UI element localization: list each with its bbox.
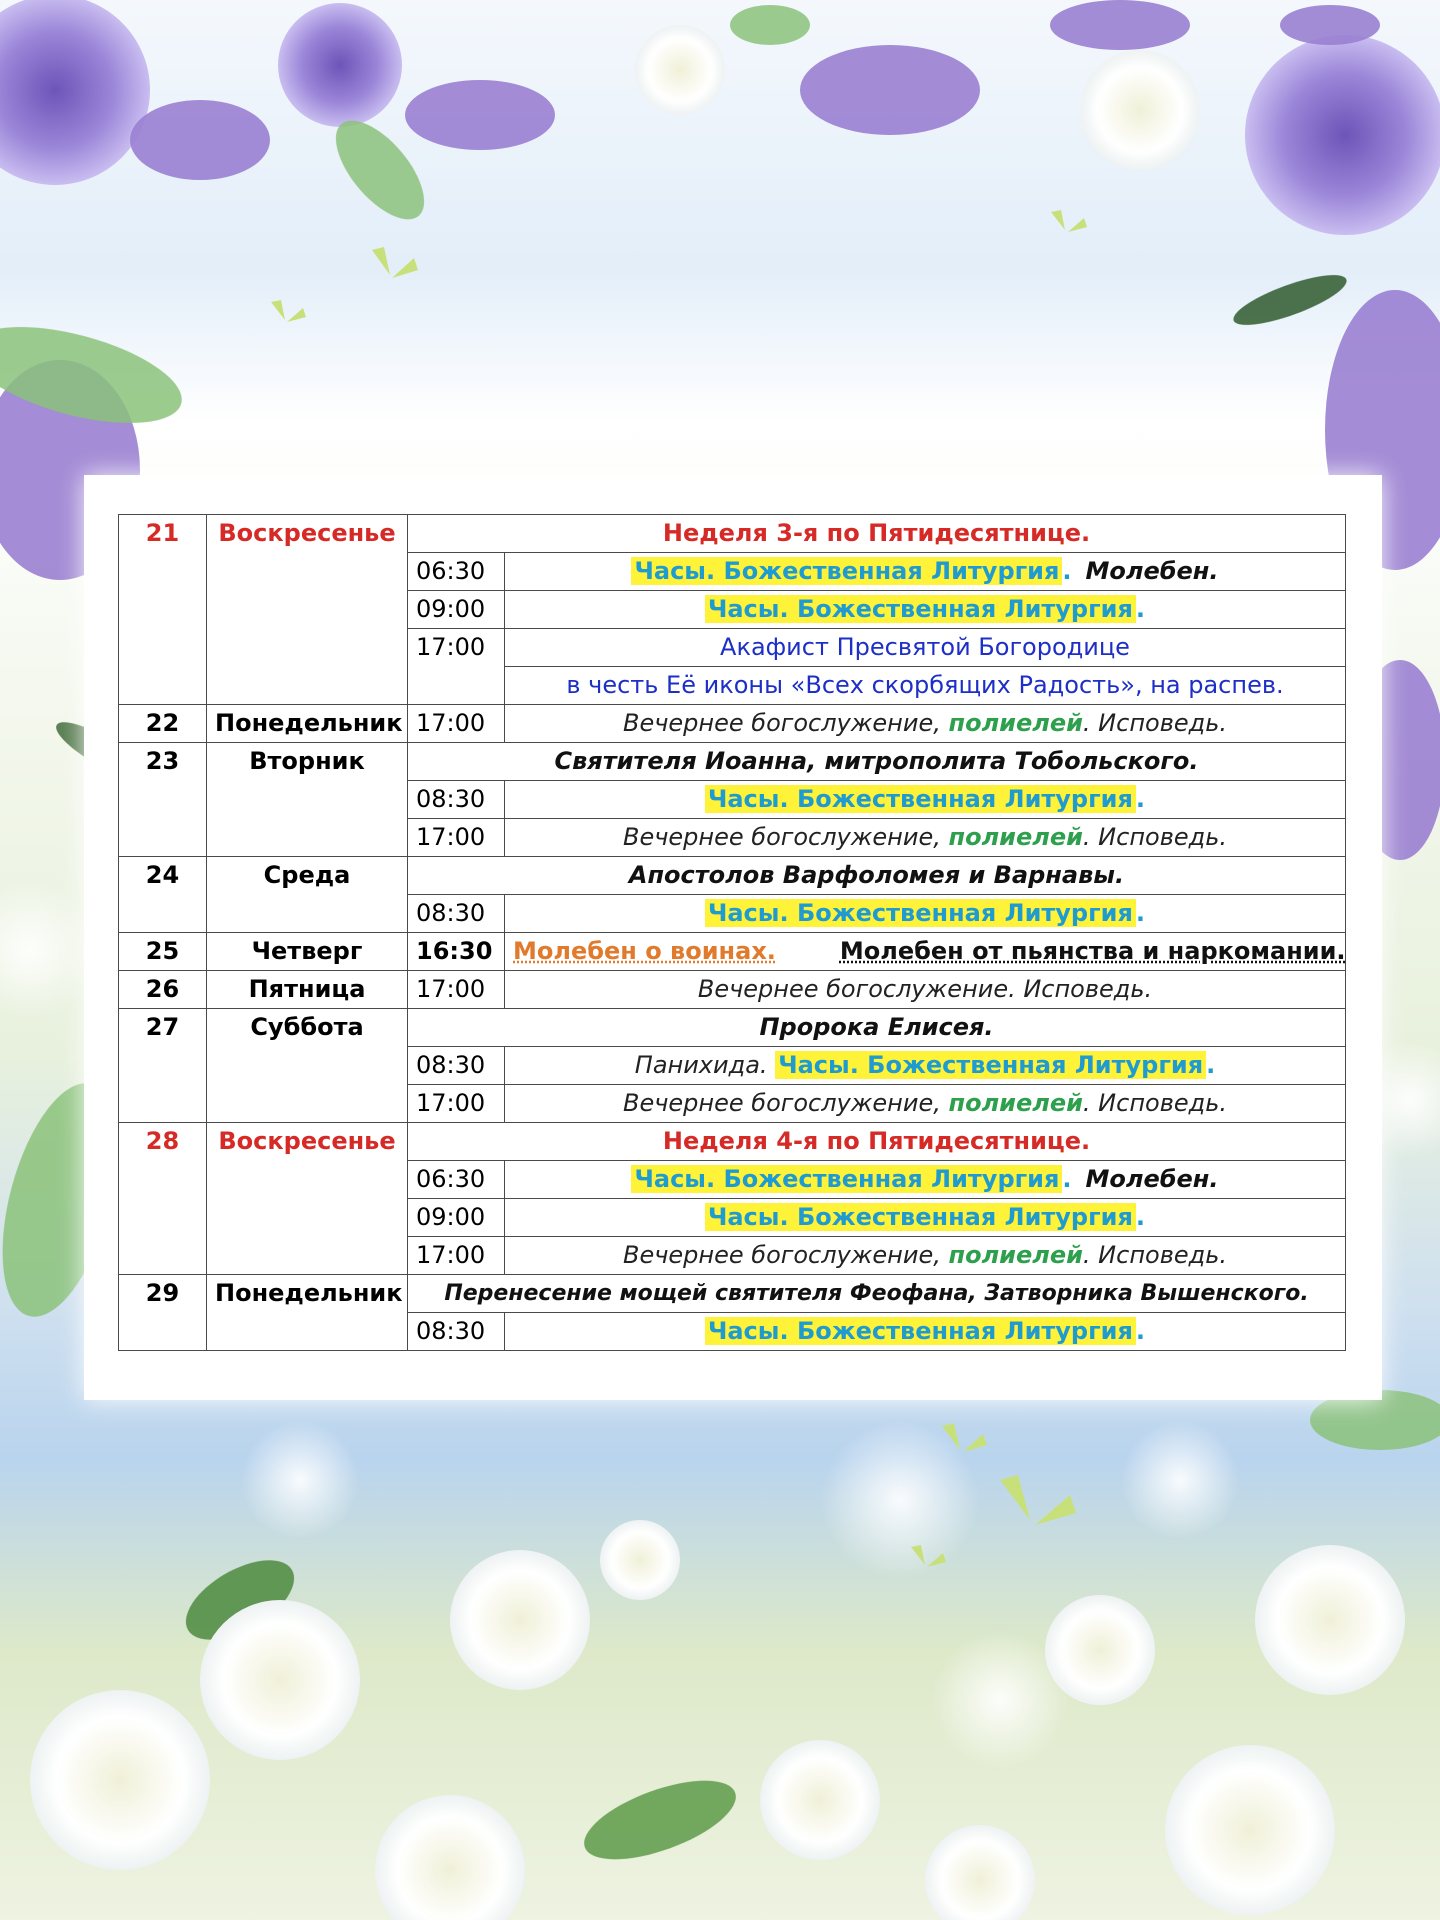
moleben-warriors: Молебен о воинах. — [513, 937, 776, 965]
service-time: 17:00 — [408, 819, 505, 857]
table-row — [119, 705, 1346, 743]
table-row — [119, 743, 1346, 781]
service-desc — [505, 933, 1346, 971]
weekday: Пятница — [207, 971, 408, 1009]
day-number: 24 — [119, 857, 207, 933]
liturgy-label: Часы. Божественная Литургия — [705, 1317, 1136, 1345]
service-time: 08:30 — [408, 1313, 505, 1351]
day-number: 21 — [119, 515, 207, 705]
service-desc: Вечернее богослужение, полиелей. Исповедь. — [505, 705, 1346, 743]
service-desc: Панихида. Часы. Божественная Литургия . — [505, 1047, 1346, 1085]
liturgy-label: Часы. Божественная Литургия — [705, 595, 1136, 623]
liturgy-label: Часы. Божественная Литургия — [705, 785, 1136, 813]
service-time: 17:00 — [408, 629, 505, 705]
service-time: 17:00 — [408, 705, 505, 743]
day-number: 23 — [119, 743, 207, 857]
day-number: 28 — [119, 1123, 207, 1275]
weekday: Суббота — [207, 1009, 408, 1123]
service-desc: Часы. Божественная Литургия . — [505, 1313, 1346, 1351]
feast-title: Неделя 4-я по Пятидесятнице. — [408, 1123, 1346, 1161]
day-number: 27 — [119, 1009, 207, 1123]
service-desc: Часы. Божественная Литургия . — [505, 895, 1346, 933]
feast-title: Апостолов Варфоломея и Варнавы. — [408, 857, 1346, 895]
table-row — [119, 1009, 1346, 1047]
liturgy-label: Часы. Божественная Литургия — [631, 1165, 1062, 1193]
day-number: 29 — [119, 1275, 207, 1351]
weekday: Вторник — [207, 743, 408, 857]
weekday: Воскресенье — [207, 1123, 408, 1275]
weekday: Четверг — [207, 933, 408, 971]
weekday: Понедельник — [207, 1275, 408, 1351]
service-time: 09:00 — [408, 1199, 505, 1237]
weekday: Понедельник — [207, 705, 408, 743]
table-row — [119, 857, 1346, 895]
service-time: 16:30 — [408, 933, 505, 971]
day-number: 22 — [119, 705, 207, 743]
service-desc: Часы. Божественная Литургия . Молебен. — [505, 1161, 1346, 1199]
moleben-label: Молебен. — [1085, 557, 1219, 585]
schedule-table — [118, 514, 1346, 1351]
weekday: Воскресенье — [207, 515, 408, 705]
service-desc: Часы. Божественная Литургия . Молебен. — [505, 553, 1346, 591]
table-row — [119, 515, 1346, 553]
day-number: 26 — [119, 971, 207, 1009]
service-time: 09:00 — [408, 591, 505, 629]
feast-title: Пророка Елисея. — [408, 1009, 1346, 1047]
service-time: 08:30 — [408, 895, 505, 933]
service-time: 08:30 — [408, 1047, 505, 1085]
table-row — [119, 971, 1346, 1009]
day-number: 25 — [119, 933, 207, 971]
service-desc: Вечернее богослужение, полиелей. Исповедь. — [505, 1237, 1346, 1275]
service-time: 06:30 — [408, 553, 505, 591]
service-desc: Вечернее богослужение, полиелей. Исповедь. — [505, 819, 1346, 857]
feast-title: Перенесение мощей святителя Феофана, Затворника Вышенского. — [408, 1275, 1346, 1313]
liturgy-label: Часы. Божественная Литургия — [631, 557, 1062, 585]
service-time: 08:30 — [408, 781, 505, 819]
akathist-line-2: в честь Её иконы «Всех скорбящих Радость», на распев. — [505, 667, 1346, 705]
service-time: 17:00 — [408, 1237, 505, 1275]
table-row — [119, 933, 1346, 971]
liturgy-label: Часы. Божественная Литургия — [705, 899, 1136, 927]
service-time: 17:00 — [408, 1085, 505, 1123]
service-desc: Часы. Божественная Литургия . — [505, 781, 1346, 819]
weekday: Среда — [207, 857, 408, 933]
liturgy-label: Часы. Божественная Литургия — [775, 1051, 1206, 1079]
service-time: 06:30 — [408, 1161, 505, 1199]
service-time: 17:00 — [408, 971, 505, 1009]
moleben-addiction: Молебен от пьянства и наркомании. — [839, 937, 1346, 965]
service-desc: Часы. Божественная Литургия . — [505, 1199, 1346, 1237]
akathist-line-1: Акафист Пресвятой Богородице — [505, 629, 1346, 667]
table-row — [119, 1275, 1346, 1313]
table-row — [119, 1123, 1346, 1161]
service-desc: Вечернее богослужение, полиелей. Исповедь. — [505, 1085, 1346, 1123]
liturgy-label: Часы. Божественная Литургия — [705, 1203, 1136, 1231]
feast-title: Святителя Иоанна, митрополита Тобольского. — [408, 743, 1346, 781]
service-desc: Часы. Божественная Литургия . — [505, 591, 1346, 629]
service-desc: Вечернее богослужение. Исповедь. — [505, 971, 1346, 1009]
feast-title: Неделя 3-я по Пятидесятнице. — [408, 515, 1346, 553]
panikhida-label: Панихида. — [634, 1051, 768, 1079]
moleben-label: Молебен. — [1085, 1165, 1219, 1193]
